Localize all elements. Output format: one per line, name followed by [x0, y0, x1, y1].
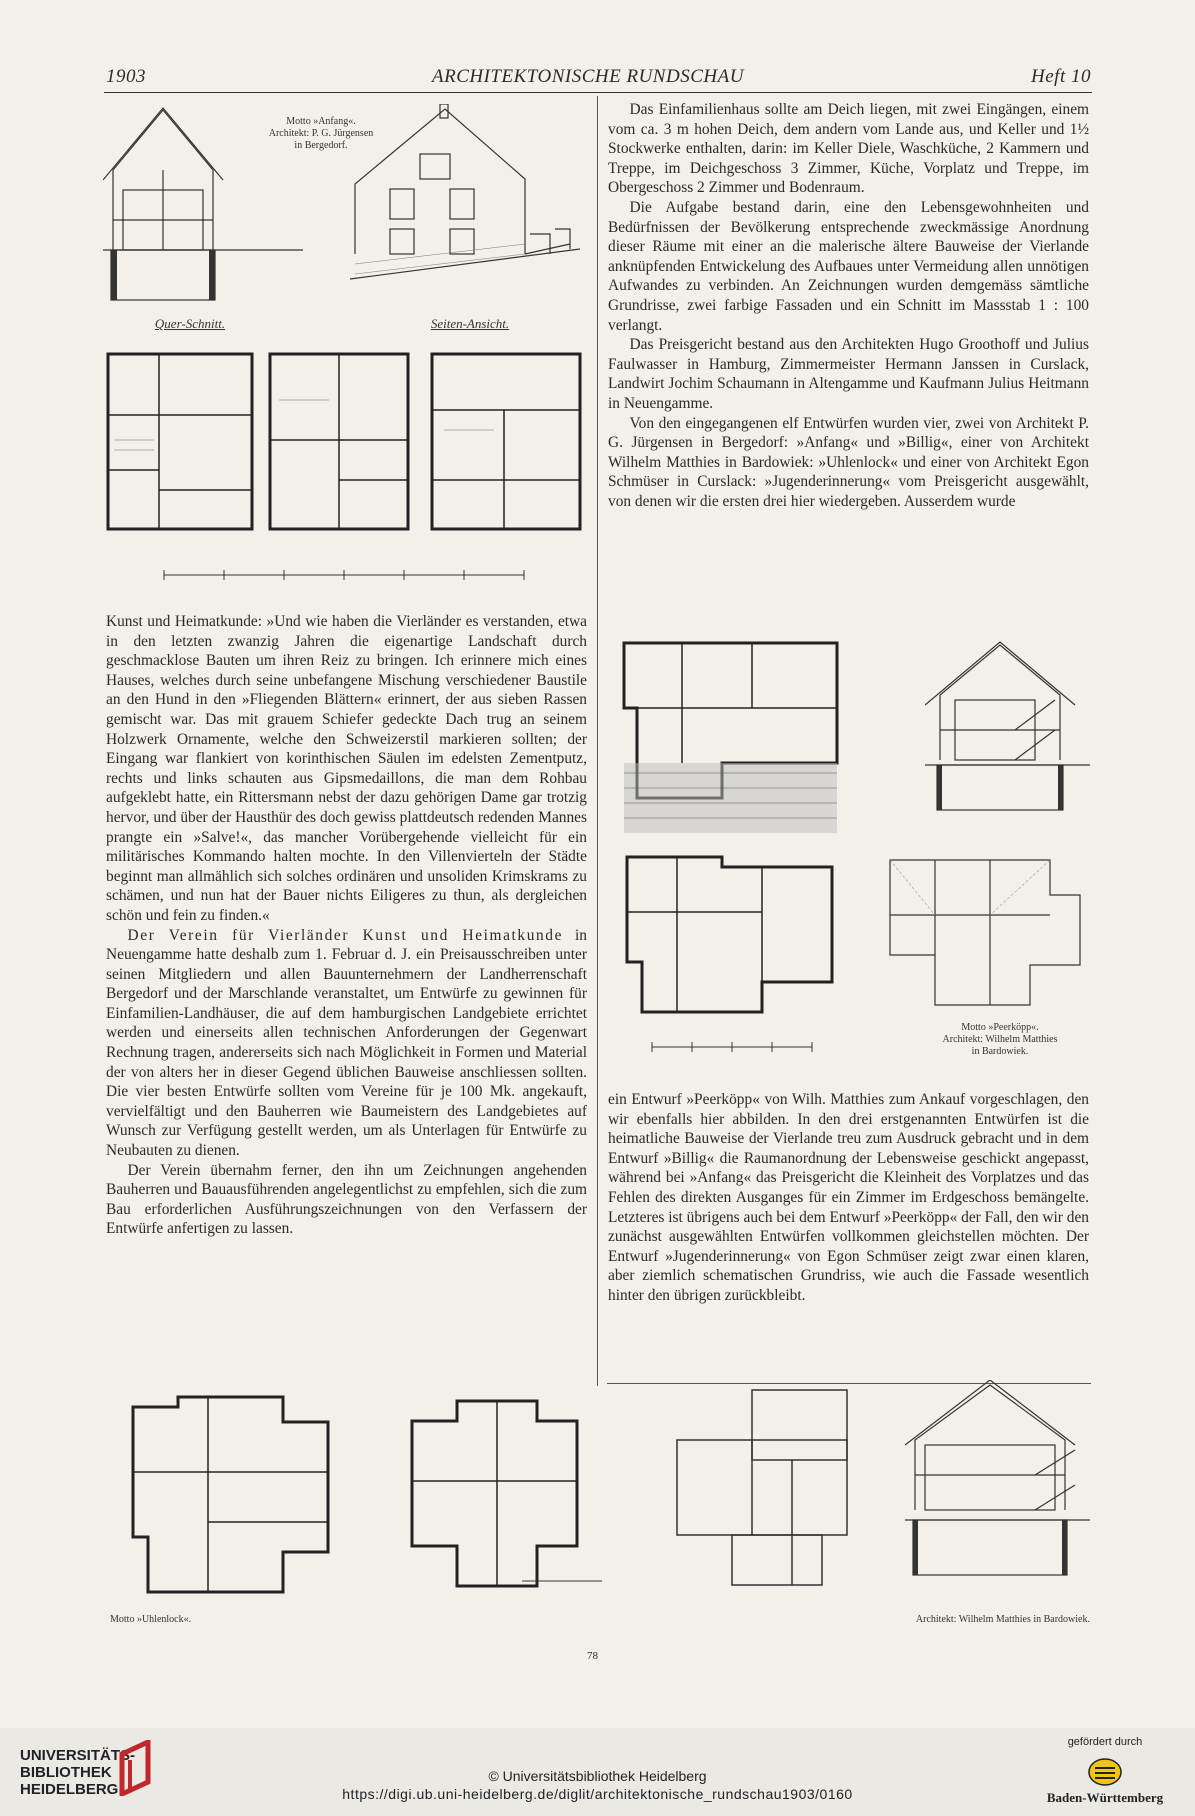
left-paragraph-3: Der Verein übernahm ferner, den ihn um Zeichnungen angehenden Bauherren und Bauausführenden angelegentlichst zu empfehlen, sich die zum Bau erforderlichen Ausführungszeichnungen von den Verfassern der Entwürfe anfertigen zu lassen.: [106, 1161, 587, 1238]
header-rule: [104, 92, 1092, 93]
left-paragraph-1: Kunst und Heimatkunde: »Und wie haben die Vierländer es verstanden, etwa in den letzten zwanzig Jahren die eigenartige Landschaft durch geschmacklose Bauten um ihren Reiz zu bringen. Ich erinnere mich eines Hauses, welches durch seine unbefangene Mischung verschiedener Baustile an den Hund in den »Fliegenden Blättern« erinnert, der aus sieben Rassen gemischt war. Das mit grauem Schiefer gedeckte Dach trug an seinem Holzwerk Ornamente, welche den Schweizerstil markieren sollten; der Eingang war flankiert von korinthischen Säulen im edelsten Zementputz, rechts und links schauten aus Gipsmedaillons, die man dem Rohbau aufgeklebt hatte, ein Rittersmann nebst der dazu gehörigen Dame gar trotzig hervor, und über der Hausthür des doch gewiss plattdeutsch redenden Mannes prangte ein »Salve!«, das mancher Vorübergehende vielleicht für ein militärisches Kommando halten mochte. In den Villenvierteln der Städte beginnt man allmählich sich solches ordinären und unsoliden Krimskrams zu schämen, und nun hat der Bauer nichts Eiligeres zu thun, als dergleichen schön und fein zu finden.«: [106, 613, 587, 924]
caption-quer-schnitt: Quer-Schnitt.: [154, 316, 226, 331]
right-paragraph-2: Die Aufgabe bestand darin, eine den Lebensgewohnheiten und Bedürfnissen der Bevölkerung entsprechende zweckmässige Anordnung dieser Räume mit einer an die malerische ältere Bauweise der Vierlande anknüpfenden Entwickelung des Aufbaues unter Vermeidung allen unnötigen Aufwandes zu verbinden. An Zeichnungen wurden demgemäss sämtliche Grundrisse, zwei farbige Fassaden und ein Schnitt im Massstab 1 : 100 verlangt.: [608, 198, 1089, 334]
right-column-top: [608, 100, 1089, 511]
header-year: 1903: [106, 66, 146, 87]
caption-seiten-ansicht: Seiten-Ansicht.: [430, 316, 510, 331]
uhlenlock-caption: Motto »Uhlenlock«.: [110, 1614, 192, 1625]
footer-copyright: © Universitätsbibliothek Heidelberg: [488, 1768, 707, 1784]
sponsor-name: Baden-Württemberg: [1046, 1790, 1164, 1805]
peerkoepp-plan-upper: [612, 638, 847, 838]
header-journal: ARCHITEKTONISCHE RUNDSCHAU: [432, 66, 744, 87]
column-divider: [597, 96, 598, 1386]
peerkoepp-architect-place: in Bardowiek.: [971, 1046, 1029, 1057]
right-column-bottom: [608, 1090, 1089, 1306]
anfang-motto: Motto »Anfang«.: [286, 116, 356, 127]
left-column: [106, 612, 587, 1239]
page-number: 78: [587, 1650, 598, 1662]
anfang-floor-plans: [104, 350, 584, 590]
anfang-architect-place: in Bergedorf.: [294, 140, 348, 151]
peerkoepp-plan-lower: [612, 852, 842, 1062]
right-paragraph-4: Von den eingegangenen elf Entwürfen wurden vier, zwei von Architekt P. G. Jürgensen in Bergedorf: »Anfang« und »Billig«, einer von Architekt Wilhelm Matthies in Bardowiek: »Uhlenlock« und einer von Architekt Egon Schmüser in Curslack: »Jugenderinnerung« vom Preisgericht ausgewählt, von denen wir die ersten drei hier wiedergeben. Ausserdem wurde: [608, 414, 1089, 510]
uhlenlock-floor-plan: [118, 1392, 348, 1602]
billig-caption: Architekt: Wilhelm Matthies in Bardowiek.: [915, 1614, 1090, 1625]
baden-wuerttemberg-crest-icon: [1087, 1756, 1123, 1788]
peerkoepp-motto: Motto »Peerköpp«.: [961, 1022, 1039, 1033]
peerkoepp-plan-attic: [880, 855, 1090, 1015]
peerkoepp-section: [925, 640, 1090, 815]
header-issue: Heft 10: [1031, 66, 1091, 87]
left-paragraph-2-rest: in Neuengamme hatte deshalb zum 1. Februar d. J. ein Preisausschreiben unter seinen Mitgliedern und allen Bauunternehmern der Landherrenschaft Bergedorf und der Marschlande veranstaltet, um Entwürfe zu gewinnen für Einfamilien-Landhäuser, die auf dem hamburgischen Landgebiete errichtet werden und einerseits allen technischen Anforderungen der Gegenwart Rechnung tragen, andererseits sich nach Möglichkeit in Formen und Material der von alters her in dieser Gegend üblichen Bauweise anschliessen sollten. Die vier besten Entwürfe sollten vom Vereine für je 100 Mk. angekauft, vervielfältigt und den Bauherren wie Baumeistern des Landgebietes auf Wunsch zur Verfügung gestellt werden, um als Unterlagen für Entwürfe zu Neubauten zu dienen.: [106, 926, 587, 1160]
peerkoepp-caption: [915, 1022, 1085, 1058]
anfang-architect: Architekt: P. G. Jürgensen: [268, 128, 374, 139]
uhlenlock-upper-plan: [402, 1396, 602, 1596]
right-paragraph-5: ein Entwurf »Peerköpp« von Wilh. Matthies zum Ankauf vorgeschlagen, den wir ebenfalls hier abbilden. In den drei erstgenannten Entwürfen ist die heimatliche Bauweise der Vierlande treu zum Ausdruck gebracht und in dem Entwurf »Billig« die Raumanordnung der Lebensweise geschickt angepasst, während bei »Anfang« das Preisgericht die Kleinheit des Vorplatzes und das Fehlen des direkten Ausganges für ein Zimmer im Erdgeschoss bemängelte. Letzteres ist übrigens auch bei dem Entwurf »Peerköpp« der Fall, den wir den zunächst ausgewählten Entwürfen vollkommen gleichstellen möchten. Der Entwurf »Jugenderinnerung« von Egon Schmüser zeigt zwar einen klaren, aber ziemlich schematischen Grundriss, wie auch die Fassade wesentlich hinter den übrigen zurückbleibt.: [608, 1091, 1089, 1304]
peerkoepp-architect: Architekt: Wilhelm Matthies: [942, 1034, 1058, 1045]
library-line-3: HEIDELBERG: [20, 1781, 119, 1798]
sponsor-label: gefördert durch: [1067, 1736, 1143, 1748]
footer-url[interactable]: https://digi.ub.uni-heidelberg.de/diglit/architektonische_rundschau1903/0160: [342, 1786, 853, 1802]
billig-section: [905, 1380, 1090, 1595]
anfang-side-elevation: [350, 104, 580, 304]
library-line-2: BIBLIOTHEK: [20, 1764, 112, 1781]
right-paragraph-1: Das Einfamilienhaus sollte am Deich liegen, mit zwei Eingängen, einem vom ca. 3 m hohen Deich, dem andern vom Lande aus, und Keller und 1½ Stockwerke enthalten, darin: im Keller Diele, Waschküche, 2 Kammern und Treppe, im Deichgeschoss 3 Zimmer, Küche, Vorplatz und Treppe, im Obergeschoss 2 Zimmer und Bodenraum.: [608, 101, 1089, 197]
left-paragraph-2: [106, 926, 587, 1161]
verein-name: Der Verein für Vierländer Kunst und Heimatkunde: [127, 926, 564, 944]
right-paragraph-3: Das Preisgericht bestand aus den Architekten Hugo Groothoff und Julius Faulwasser in Hamburg, Zimmermeister Hermann Janssen in Curslack, Landwirt Jochim Schaumann in Altengamme und Kaufmann Julius Heitmann in Neuengamme.: [608, 336, 1089, 412]
sponsor-block: [1045, 1736, 1165, 1806]
library-line-1: UNIVERSITÄTS-: [20, 1747, 136, 1764]
billig-floor-plans: [672, 1385, 862, 1605]
